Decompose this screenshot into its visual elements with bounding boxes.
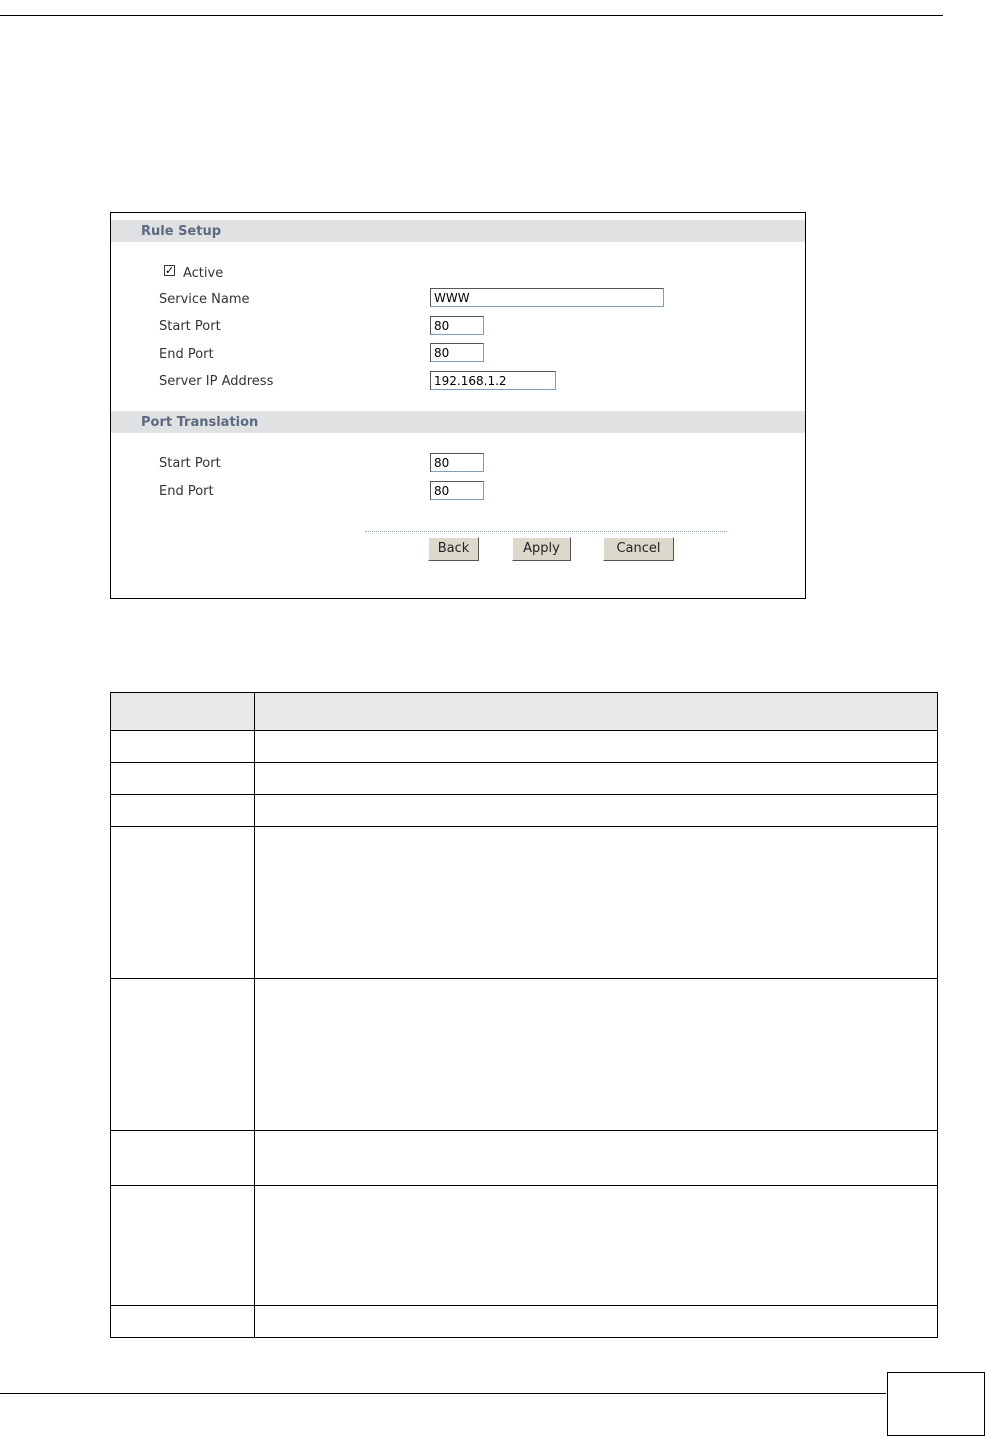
port-translation-header [111,411,805,433]
active-label: Active [183,266,224,281]
back-button[interactable]: Back [428,537,479,561]
table-header-cell [111,693,255,731]
table-header-row [111,693,938,731]
server-ip-label: Server IP Address [159,374,274,389]
apply-button[interactable]: Apply [512,537,571,561]
start-port-input[interactable] [430,316,484,335]
translation-start-port-label: Start Port [159,456,221,471]
server-ip-input[interactable] [430,371,556,390]
table-row [111,1306,938,1338]
page-number-box [887,1372,985,1436]
footer-rule [0,1393,886,1394]
description-table [110,692,938,1338]
table-row [111,979,938,1131]
cancel-button[interactable]: Cancel [603,537,674,561]
active-checkbox[interactable]: ✓ [165,264,175,277]
table-row [111,827,938,979]
table-header-cell [255,693,938,731]
table-row [111,763,938,795]
translation-start-port-input[interactable] [430,453,484,472]
rule-setup-screen [110,212,806,599]
table-row [111,1186,938,1306]
rule-setup-title: Rule Setup [141,224,222,239]
rule-setup-header [111,220,805,242]
table-row [111,1131,938,1186]
translation-end-port-input[interactable] [430,481,484,500]
end-port-input[interactable] [430,343,484,362]
end-port-label: End Port [159,347,214,362]
service-name-label: Service Name [159,292,250,307]
table-row [111,795,938,827]
start-port-label: Start Port [159,319,221,334]
button-separator [365,531,727,532]
translation-end-port-label: End Port [159,484,214,499]
port-translation-title: Port Translation [141,415,259,430]
table-row [111,731,938,763]
header-rule [0,15,943,16]
service-name-input[interactable] [430,288,664,307]
